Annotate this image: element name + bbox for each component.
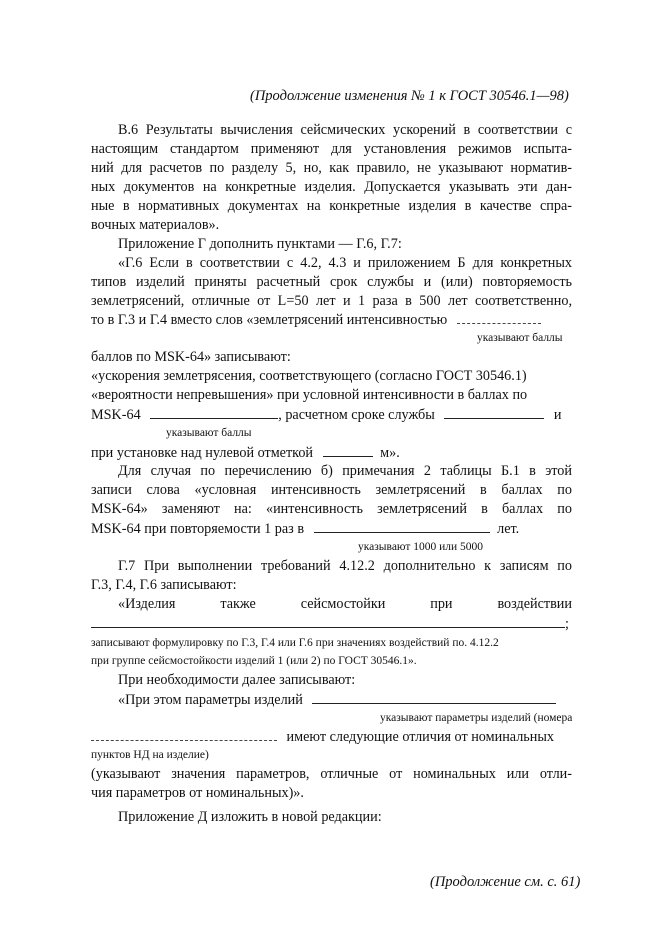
paragraph-b6-line-1: В.6 Результаты вычисления сейсмических ускорений в соответствии с <box>118 122 572 138</box>
msk-label: MSK-64 <box>91 407 141 423</box>
annex-d-heading: Приложение Д изложить в новой редакции: <box>118 809 382 825</box>
running-header: (Продолжение изменения № 1 к ГОСТ 30546.1—98) <box>250 88 569 104</box>
paragraph-b6-line-3: ний для расчетов по разделу 5, но, как правило, не указывают норматив- <box>91 160 572 176</box>
note-params: указывают параметры изделий (номера <box>380 712 573 724</box>
points-blank-1 <box>457 312 541 324</box>
g6-acceleration: «ускорения землетрясения, соответствующего (согласно ГОСТ 30546.1) <box>91 368 527 384</box>
install-text: при установке над нулевой отметкой <box>91 445 314 461</box>
formulation-blank-line <box>91 614 569 633</box>
g6-probability: «вероятности непревышения» при условной интенсивности в баллах по <box>91 387 528 403</box>
footer-continuation: (Продолжение см. с. 61) <box>430 874 581 890</box>
points-blank-2 <box>150 405 278 419</box>
repeatability-text: MSK-64 при повторяемости 1 раз в <box>91 521 305 537</box>
paragraph-g6-line-3: землетрясений, отличные от L=50 лет и 1 раза в 500 лет соответственно, <box>91 293 572 309</box>
params-line <box>118 690 556 709</box>
further-record: При необходимости далее записывают: <box>118 672 356 688</box>
install-line <box>91 443 400 462</box>
differ-line <box>91 728 554 746</box>
install-unit: м». <box>380 445 400 461</box>
repeatability-line <box>91 519 519 538</box>
params-blank <box>312 690 556 704</box>
g6-line-4-text: то в Г.3 и Г.4 вместо слов «землетрясений интенсивностью <box>91 312 448 328</box>
note-years: указывают 1000 или 5000 <box>358 541 484 553</box>
service-life-text: , расчетном сроке службы <box>278 407 435 423</box>
paragraph-g7-line-2: Г.3, Г.4, Г.6 записывают: <box>91 577 237 593</box>
params-text: «При этом параметры изделий <box>118 692 303 708</box>
paragraph-b6-line-6: вочных материалов». <box>91 217 220 233</box>
params-blank-2 <box>91 729 277 741</box>
paragraph-g6-line-2: типов изделий приняты расчетный срок службы и (или) повторяемость <box>91 274 572 290</box>
g6-continuation: баллов по MSK-64» записывают: <box>91 349 291 365</box>
values-line-2: чия параметров от номинальных)». <box>91 785 304 801</box>
msk-line <box>91 405 562 424</box>
conjunction-and: и <box>553 407 562 423</box>
years-unit: лет. <box>497 521 520 537</box>
note-formulation-line-1: записывают формулировку по Г.3, Г.4 или Г.6 при значениях воздействий по. 4.12.2 <box>91 637 499 649</box>
paragraph-g7-line-1: Г.7 При выполнении требований 4.12.2 дополнительно к записям по <box>118 558 572 574</box>
case-b-line-3: MSK-64» заменяют на: «интенсивность землетрясений в баллах по <box>91 501 572 517</box>
note-points-2: указывают баллы <box>166 427 252 439</box>
case-b-line-1: Для случая по перечислению б) примечания 2 таблицы Б.1 в этой <box>118 463 572 479</box>
case-b-line-2: записи слова «условная интенсивность землетрясений в баллах по <box>91 482 572 498</box>
annex-g-intro: Приложение Г дополнить пунктами — Г.6, Г.7: <box>118 236 402 252</box>
semicolon: ; <box>565 616 569 632</box>
formulation-blank <box>91 614 565 628</box>
differ-text: имеют следующие отличия от номинальных <box>286 729 554 745</box>
paragraph-g6-line-4 <box>91 311 541 329</box>
note-nd: пунктов НД на изделие) <box>91 749 209 761</box>
values-line-1: (указывают значения параметров, отличные от номинальных или отли- <box>91 766 572 782</box>
paragraph-g6-line-1: «Г.6 Если в соответствии с 4.2, 4.3 и приложением Б для конкретных <box>118 255 572 271</box>
paragraph-b6-line-2: настоящим стандартом применяют для установления режимов испыта- <box>91 141 572 157</box>
note-formulation-line-2: при группе сейсмостойкости изделий 1 (или 2) по ГОСТ 30546.1». <box>91 655 417 667</box>
g7-quote: «Изделия также сейсмостойки при воздействии <box>118 596 572 612</box>
note-points: указывают баллы <box>477 332 563 344</box>
paragraph-b6-line-5: ные в нормативных документах на конкретные изделия в качестве спра- <box>91 198 572 214</box>
paragraph-b6-line-4: ных документов на конкретные изделия. Допускается указывать эти дан- <box>91 179 572 195</box>
years-blank <box>314 519 490 533</box>
height-blank <box>323 443 373 457</box>
service-life-blank <box>444 405 544 419</box>
